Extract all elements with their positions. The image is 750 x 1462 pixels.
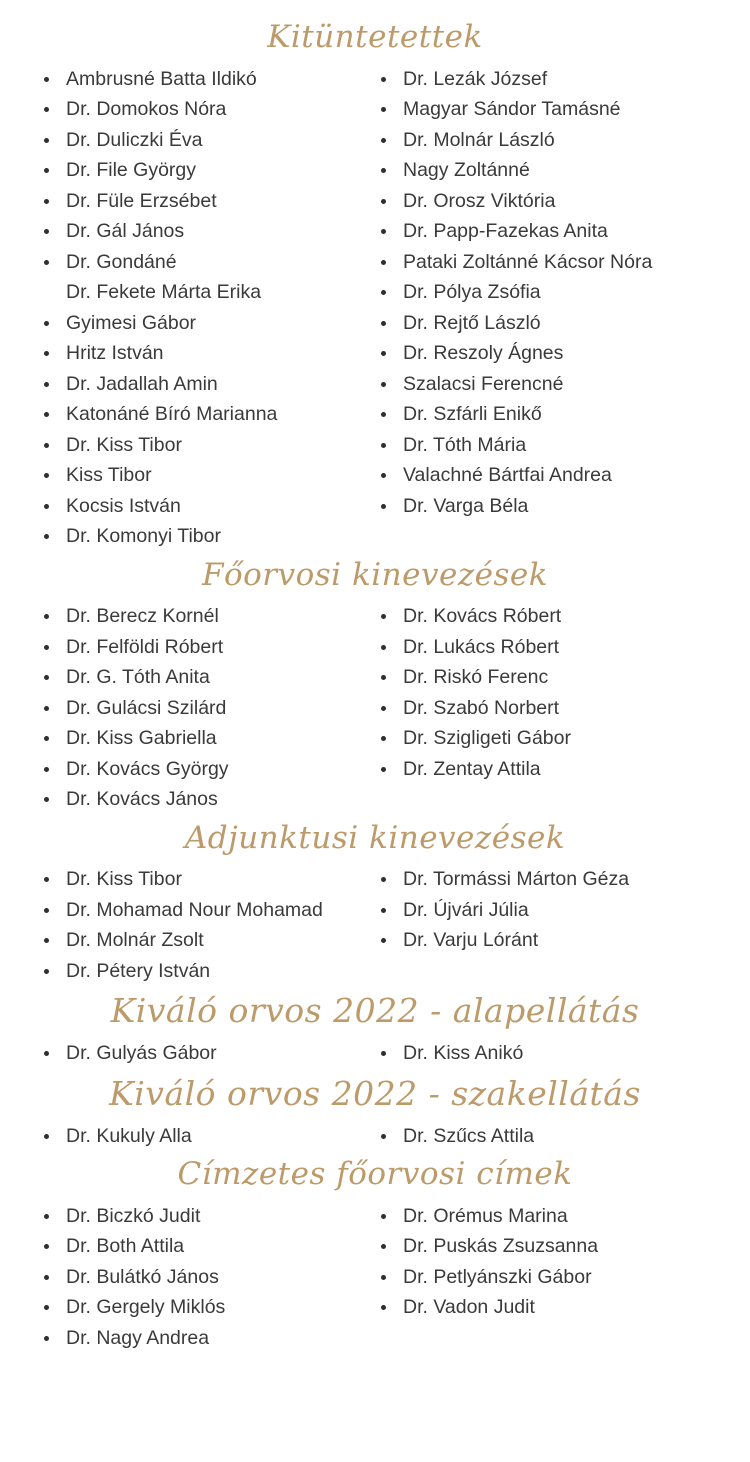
name-list <box>365 1201 690 1323</box>
list-item: Dr. Molnár Zsolt <box>28 925 345 956</box>
list-item: Dr. G. Tóth Anita <box>28 662 345 693</box>
list-item: Dr. Zentay Attila <box>365 754 690 785</box>
name-list <box>365 64 690 522</box>
list-item: Dr. Biczkó Judit <box>28 1201 345 1232</box>
list-item: Dr. Vadon Judit <box>365 1292 690 1323</box>
list-item: Dr. Szfárli Enikő <box>365 399 690 430</box>
name-column-right <box>345 601 690 784</box>
list-item: Dr. Gergely Miklós <box>28 1292 345 1323</box>
section-columns <box>0 1121 750 1152</box>
award-section <box>0 1157 750 1353</box>
list-item: Dr. Mohamad Nour Mohamad <box>28 895 345 926</box>
list-item: Dr. Orémus Marina <box>365 1201 690 1232</box>
list-item: Pataki Zoltánné Kácsor Nóra <box>365 247 690 278</box>
list-item: Dr. Nagy Andrea <box>28 1323 345 1354</box>
list-item: Dr. Rejtő László <box>365 308 690 339</box>
name-column-right <box>345 1201 690 1323</box>
list-item: Dr. Tormássi Márton Géza <box>365 864 690 895</box>
list-item: Dr. Fekete Márta Erika <box>66 281 262 304</box>
list-item: Dr. Kovács János <box>28 784 345 815</box>
list-item: Dr. Gulácsi Szilárd <box>28 693 345 724</box>
list-item: Dr. Gulyás Gábor <box>28 1038 345 1069</box>
list-item: Dr. Füle Erzsébet <box>28 186 345 217</box>
name-column-right <box>345 1038 690 1069</box>
list-item: Dr. Duliczki Éva <box>28 125 345 156</box>
list-item: Dr. Komonyi Tibor <box>28 521 345 552</box>
list-item: Dr. Berecz Kornél <box>28 601 345 632</box>
list-item: Ambrusné Batta Ildikó <box>28 64 345 95</box>
name-column-left <box>0 64 345 552</box>
name-list <box>28 64 345 552</box>
award-section <box>0 992 750 1068</box>
name-list <box>365 601 690 784</box>
list-item: Dr. Újvári Júlia <box>365 895 690 926</box>
list-item: Magyar Sándor Tamásné <box>365 94 690 125</box>
list-item: Dr. Jadallah Amin <box>28 369 345 400</box>
award-section <box>0 20 750 552</box>
section-columns <box>0 1038 750 1069</box>
list-item: Dr. Kovács György <box>28 754 345 785</box>
list-item: Dr. Riskó Ferenc <box>365 662 690 693</box>
list-item: Nagy Zoltánné <box>365 155 690 186</box>
name-list <box>365 864 690 956</box>
list-item: Valachné Bártfai Andrea <box>365 460 690 491</box>
name-column-left <box>0 864 345 986</box>
list-item: Dr. Petlyánszki Gábor <box>365 1262 690 1293</box>
name-column-left <box>0 601 345 815</box>
list-item: Gyimesi Gábor <box>28 308 345 339</box>
section-title: Főorvosi kinevezések <box>201 556 549 593</box>
section-title: Kiváló orvos 2022 - szakellátás <box>109 1073 641 1113</box>
list-item: Dr. Domokos Nóra <box>28 94 345 125</box>
list-item: Kiss Tibor <box>28 460 345 491</box>
section-title: Adjunktusi kinevezések <box>184 819 566 856</box>
list-item: Dr. Orosz Viktória <box>365 186 690 217</box>
list-item: Dr. Gál János <box>28 216 345 247</box>
section-title: Címzetes főorvosi címek <box>177 1156 573 1193</box>
list-item: Dr. Papp-Fazekas Anita <box>365 216 690 247</box>
name-column-left <box>0 1121 345 1152</box>
name-column-right <box>345 64 690 522</box>
award-section <box>0 558 750 815</box>
list-item: Katonáné Bíró Marianna <box>28 399 345 430</box>
name-list <box>28 1038 345 1069</box>
list-item: Dr. Both Attila <box>28 1231 345 1262</box>
name-column-right <box>345 1121 690 1152</box>
list-item: Hritz István <box>28 338 345 369</box>
list-item: Dr. Felföldi Róbert <box>28 632 345 663</box>
name-list <box>365 1121 690 1152</box>
award-section <box>0 1075 750 1151</box>
list-item: Szalacsi Ferencné <box>365 369 690 400</box>
name-list <box>28 601 345 815</box>
list-item: Dr. Szigligeti Gábor <box>365 723 690 754</box>
list-item: Dr. Varga Béla <box>365 491 690 522</box>
list-item: Dr. Varju Lóránt <box>365 925 690 956</box>
name-column-right <box>345 864 690 956</box>
name-list <box>365 1038 690 1069</box>
section-title: Kiváló orvos 2022 - alapellátás <box>110 991 640 1031</box>
list-item: Dr. Tóth Mária <box>365 430 690 461</box>
name-list <box>28 1121 345 1152</box>
award-section <box>0 821 750 987</box>
list-item: Dr. Bulátkó János <box>28 1262 345 1293</box>
name-list <box>28 1201 345 1354</box>
list-item: Dr. Gondáné <box>28 247 345 278</box>
section-columns <box>0 64 750 552</box>
name-list <box>28 864 345 986</box>
list-item: Dr. Lukács Róbert <box>365 632 690 663</box>
list-item: Dr. Kiss Tibor <box>28 864 345 895</box>
name-column-left <box>0 1201 345 1354</box>
section-title: Kitüntetettek <box>267 19 483 55</box>
list-item: Dr. Lezák József <box>365 64 690 95</box>
list-item: Kocsis István <box>28 491 345 522</box>
list-item: Dr. Kiss Anikó <box>365 1038 690 1069</box>
list-item: Dr. Szabó Norbert <box>365 693 690 724</box>
section-columns <box>0 864 750 986</box>
list-item: Dr. Kiss Tibor <box>28 430 345 461</box>
section-columns <box>0 601 750 815</box>
list-item: Dr. Puskás Zsuzsanna <box>365 1231 690 1262</box>
list-item: Dr. Pólya Zsófia <box>365 277 690 308</box>
sections-container <box>0 20 750 1353</box>
list-item: Dr. Pétery István <box>28 956 345 987</box>
list-item: Dr. Kovács Róbert <box>365 601 690 632</box>
list-item: Dr. File György <box>28 155 345 186</box>
list-item: Dr. Kiss Gabriella <box>28 723 345 754</box>
list-item: Dr. Reszoly Ágnes <box>365 338 690 369</box>
list-item: Dr. Kukuly Alla <box>28 1121 345 1152</box>
name-column-left <box>0 1038 345 1069</box>
list-item: Dr. Molnár László <box>365 125 690 156</box>
list-item: Dr. Szűcs Attila <box>365 1121 690 1152</box>
section-columns <box>0 1201 750 1354</box>
